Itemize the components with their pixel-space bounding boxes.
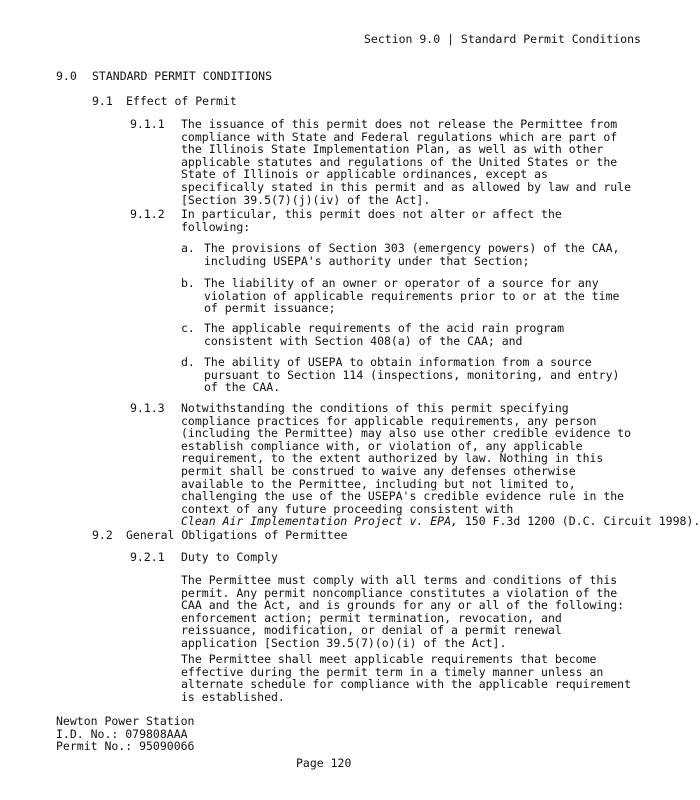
footer-identifiers (56, 715, 194, 753)
condition-text: Notwithstanding the conditions of this permit specifying compliance practices for applicable requirements, any person (including the Permittee) may also use other credible evidence to establish compliance with, or violation of, any applicable requirement, to the extent authorized by law. Nothing in this permit shall be construed to waive any defenses otherwise available to the Permittee, including but not limited to, challenging the use of the USEPA's credible evidence rule in the context of any future proceeding consistent with Clean Air Implementation Project v. EPA, 150 F.3d 1200 (D.C. Circuit 1998). (181, 401, 700, 529)
subsection-number: 9.2 (92, 528, 113, 542)
list-letter: d. (181, 355, 195, 369)
page-number: Page 120 (296, 756, 352, 770)
condition-text: The Permittee shall meet applicable requirements that become effective during the permit term in a timely manner unless an alternate schedule for compliance with the applicable requirement is established. (181, 652, 632, 704)
condition-text: In particular, this permit does not alter or affect the following: (181, 207, 562, 234)
subsection-number: 9.1 (92, 94, 113, 108)
list-letter: c. (181, 321, 195, 335)
case-citation: Clean Air Implementation Project v. EPA, (181, 514, 458, 529)
station-name: Newton Power Station (56, 714, 195, 728)
id-number: I.D. No.: 079808AAA (56, 726, 188, 741)
subsection-title: General Obligations of Permittee (126, 528, 348, 542)
list-item-text: The ability of USEPA to obtain information from a source pursuant to Section 114 (inspections, monitoring, and entry) of the CAA. (204, 355, 620, 395)
list-item-text: The applicable requirements of the acid rain program consistent with Section 408(a) of the CAA; and (204, 321, 565, 348)
running-header: Section 9.0 | Standard Permit Conditions (364, 32, 641, 46)
condition-number: 9.1.2 (130, 207, 165, 221)
condition-number: 9.1.1 (130, 117, 165, 131)
condition-text: The Permittee must comply with all terms and conditions of this permit. Any permit noncompliance constitutes a violation of the CAA and the Act, and is grounds for any or all of the following: enforcement action; permit termination, revocation, and reissuance, modification, or denial of a permit renewal application [Section 39.5(7)(o)(i) of the Act]. (181, 573, 625, 650)
section-number: 9.0 (56, 69, 77, 83)
condition-number: 9.1.3 (130, 401, 165, 415)
condition-title: Duty to Comply (181, 550, 278, 564)
section-title: STANDARD PERMIT CONDITIONS (92, 69, 273, 83)
list-letter: b. (181, 276, 195, 290)
permit-number: Permit No.: 95090066 (56, 739, 195, 754)
list-item-text: The liability of an owner or operator of a source for any violation of applicable requirements prior to or at the time of permit issuance; (204, 276, 620, 316)
subsection-title: Effect of Permit (126, 94, 237, 108)
list-letter: a. (181, 241, 195, 255)
condition-number: 9.2.1 (130, 550, 165, 564)
list-item-text: The provisions of Section 303 (emergency powers) of the CAA, including USEPA's authority under that Section; (204, 241, 620, 268)
condition-text: The issuance of this permit does not release the Permittee from compliance with State and Federal regulations which are part of the Illinois State Implementation Plan, as well as with other applicable statutes and regulations of the United States or the State of Illinois or applicable ordinances, except as specifically stated in this permit and as allowed by law and rule [Section 39.5(7)(j)(iv) of the Act]. (181, 117, 632, 207)
